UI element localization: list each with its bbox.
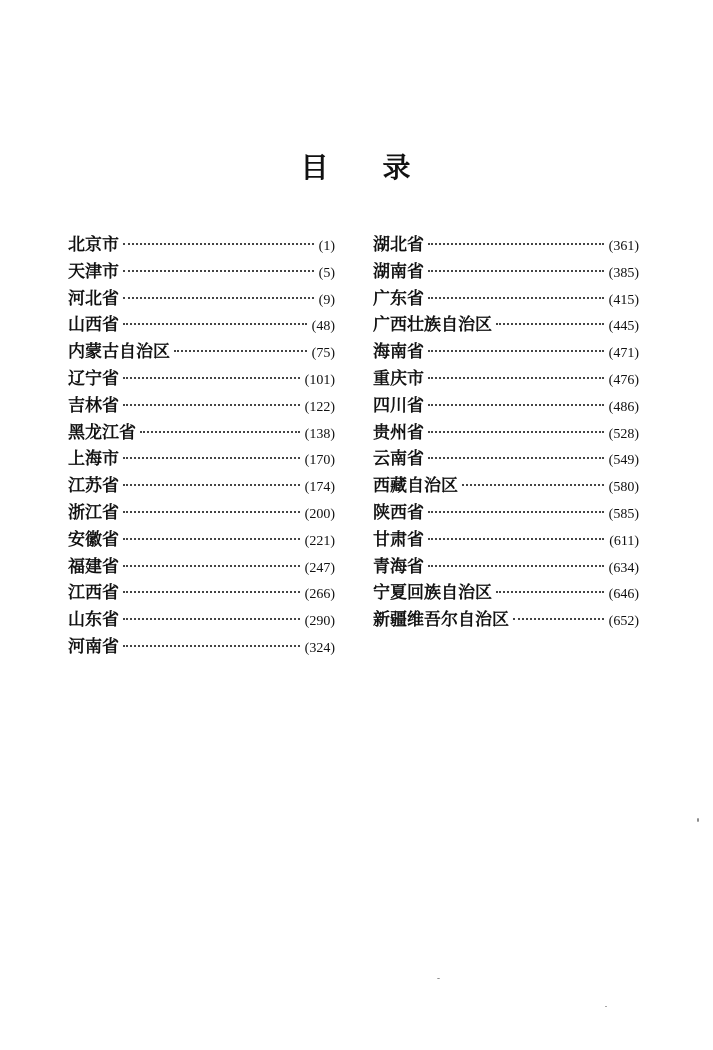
toc-entry — [68, 312, 335, 339]
dot-leader — [123, 323, 307, 325]
toc-entry-page: (122) — [304, 399, 335, 415]
toc-entry-page: (385) — [608, 265, 639, 281]
toc-entry — [373, 259, 639, 286]
toc-entry-page: (48) — [311, 319, 335, 335]
toc-entry-page: (361) — [608, 239, 639, 254]
toc-entry-name: 西藏自治区 — [373, 476, 458, 497]
dot-leader — [123, 538, 300, 540]
toc-entry-page: (445) — [608, 319, 639, 335]
toc-entry-name: 青海省 — [373, 556, 424, 577]
toc-entry-page: (266) — [304, 587, 335, 603]
toc-entry-name: 黑龙江省 — [68, 422, 136, 443]
dot-leader — [428, 404, 604, 406]
toc-entry-name: 山东省 — [68, 610, 119, 631]
toc-entry-name: 广东省 — [373, 288, 424, 309]
toc-entry-name: 重庆市 — [373, 368, 424, 389]
toc-entry — [68, 286, 335, 313]
toc-entry — [68, 232, 335, 259]
toc-entry — [68, 607, 335, 634]
toc-entry — [68, 580, 335, 607]
toc-entry-name: 陕西省 — [373, 502, 424, 523]
scan-speck — [437, 978, 440, 979]
dot-leader — [428, 431, 604, 433]
dot-leader — [140, 431, 300, 433]
toc-entry — [68, 393, 335, 420]
toc-entry-page: (549) — [608, 453, 639, 469]
toc-entry-page: (75) — [311, 346, 335, 362]
toc-entry — [373, 554, 639, 581]
toc-entry-page: (324) — [304, 640, 335, 656]
toc-entry-name: 福建省 — [68, 556, 119, 577]
toc-entry — [373, 286, 639, 313]
toc-entry — [68, 259, 335, 286]
dot-leader — [428, 297, 604, 299]
toc-entry — [373, 366, 639, 393]
toc-entry — [68, 446, 335, 473]
toc-entry-page: (652) — [608, 614, 639, 630]
dot-leader — [428, 511, 604, 513]
title-char-2: 录 — [382, 151, 413, 184]
toc-entry-page: (9) — [318, 292, 335, 308]
page-title — [0, 146, 713, 186]
toc-entry-name: 四川省 — [373, 395, 424, 416]
dot-leader — [123, 484, 300, 486]
dot-leader — [428, 565, 604, 567]
dot-leader — [123, 618, 300, 620]
toc-entry-name: 河北省 — [68, 288, 119, 309]
toc-entry — [373, 446, 639, 473]
toc-entry-name: 贵州省 — [373, 422, 424, 443]
toc-entry — [68, 500, 335, 527]
toc-entry-page: (471) — [608, 346, 639, 362]
toc-column-right — [373, 232, 639, 634]
toc-entry — [373, 339, 639, 366]
toc-entry-page: (585) — [608, 506, 639, 522]
dot-leader — [123, 565, 300, 567]
toc-entry — [373, 232, 639, 259]
dot-leader — [123, 404, 300, 406]
toc-entry-name: 江苏省 — [68, 476, 119, 497]
toc-entry-page: (170) — [304, 453, 335, 469]
toc-entry-page: (290) — [304, 614, 335, 630]
toc-entry-name: 广西壮族自治区 — [373, 315, 492, 336]
toc-entry-name: 天津市 — [68, 261, 119, 282]
dot-leader — [428, 350, 604, 352]
dot-leader — [428, 377, 604, 379]
toc-column-left — [68, 232, 335, 661]
dot-leader — [123, 591, 300, 593]
dot-leader — [428, 457, 604, 459]
toc-entry — [68, 366, 335, 393]
toc-entry-name: 湖北省 — [373, 235, 424, 255]
dot-leader — [496, 323, 604, 325]
toc-entry-name: 上海市 — [68, 449, 119, 470]
toc-entry — [68, 527, 335, 554]
toc-entry — [373, 473, 639, 500]
dot-leader — [123, 270, 314, 272]
dot-leader — [462, 484, 604, 486]
dot-leader — [513, 618, 604, 620]
toc-entry-page: (221) — [304, 533, 335, 549]
toc-entry-page: (580) — [608, 480, 639, 496]
toc-entry-name: 海南省 — [373, 342, 424, 363]
dot-leader — [123, 377, 300, 379]
toc-entry-name: 宁夏回族自治区 — [373, 583, 492, 604]
toc-entry — [68, 339, 335, 366]
toc-entry — [68, 634, 335, 661]
toc-entry-name: 新疆维吾尔自治区 — [373, 610, 509, 631]
toc-entry-name: 江西省 — [68, 583, 119, 604]
toc-entry-page: (415) — [608, 292, 639, 308]
dot-leader — [428, 243, 604, 245]
toc-entry-page: (1) — [318, 239, 335, 254]
toc-entry-name: 吉林省 — [68, 395, 119, 416]
toc-entry — [373, 607, 639, 634]
scan-speck — [605, 1006, 607, 1007]
toc-entry-name: 辽宁省 — [68, 368, 119, 389]
toc-entry-page: (101) — [304, 372, 335, 388]
toc-entry-name: 湖南省 — [373, 261, 424, 282]
toc-entry-page: (200) — [304, 506, 335, 522]
toc-entry-page: (247) — [304, 560, 335, 576]
toc-entry-page: (476) — [608, 372, 639, 388]
toc-entry-name: 浙江省 — [68, 502, 119, 523]
toc-entry-page: (5) — [318, 265, 335, 281]
toc-entry-page: (528) — [608, 426, 639, 442]
toc-entry — [373, 312, 639, 339]
toc-entry-name: 内蒙古自治区 — [68, 342, 170, 363]
toc-entry — [68, 420, 335, 447]
dot-leader — [123, 645, 300, 647]
toc-entry-page: (486) — [608, 399, 639, 415]
toc-entry-page: (138) — [304, 426, 335, 442]
toc-entry — [373, 420, 639, 447]
toc-entry — [68, 473, 335, 500]
dot-leader — [123, 243, 314, 245]
dot-leader — [428, 538, 604, 540]
title-char-1: 目 — [300, 151, 331, 184]
dot-leader — [174, 350, 307, 352]
dot-leader — [123, 457, 300, 459]
toc-entry — [373, 393, 639, 420]
toc-entry-page: (611) — [609, 533, 639, 549]
toc-entry-name: 河南省 — [68, 636, 119, 657]
toc-entry-page: (174) — [304, 480, 335, 496]
scan-speck — [697, 818, 699, 822]
toc-entry — [373, 580, 639, 607]
toc-entry-page: (634) — [608, 560, 639, 576]
toc-entry-name: 云南省 — [373, 449, 424, 470]
toc-entry — [373, 527, 639, 554]
dot-leader — [428, 270, 604, 272]
toc-entry-name: 安徽省 — [68, 529, 119, 550]
toc-entry — [68, 554, 335, 581]
dot-leader — [123, 297, 314, 299]
dot-leader — [123, 511, 300, 513]
toc-entry-page: (646) — [608, 587, 639, 603]
dot-leader — [496, 591, 604, 593]
toc-entry — [373, 500, 639, 527]
toc-entry-name: 山西省 — [68, 315, 119, 336]
toc-entry-name: 甘肃省 — [373, 529, 424, 550]
toc-entry-name: 北京市 — [68, 235, 119, 255]
